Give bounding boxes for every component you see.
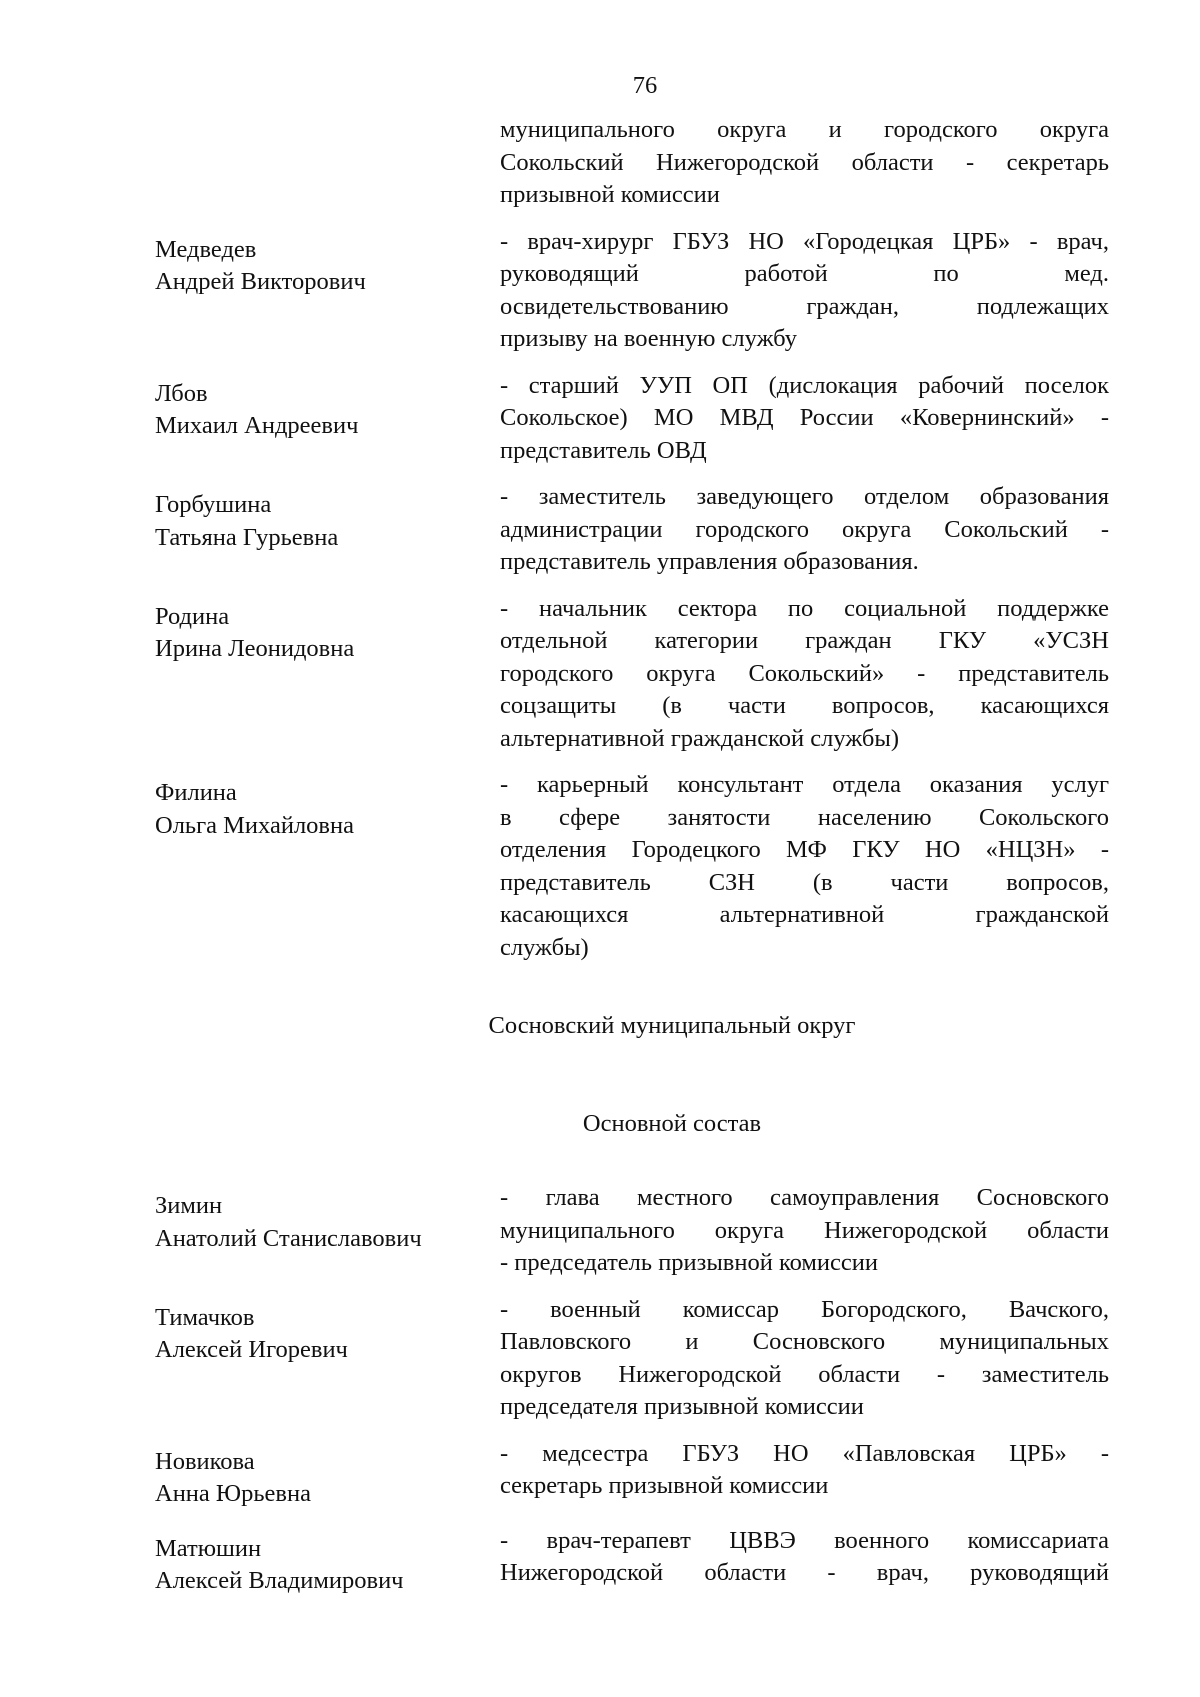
member-name xyxy=(155,1525,500,1598)
text-line: Сокольское) МО МВД России «Ковернинский» - xyxy=(500,404,1109,431)
text-line: - карьерный консультант отдела оказания услуг xyxy=(500,771,1109,798)
member-surname: Матюшин xyxy=(155,1534,262,1562)
member-given-names: Ольга Михайловна xyxy=(155,811,354,839)
member-role xyxy=(500,370,1109,468)
member-entry xyxy=(155,593,1109,756)
member-entry xyxy=(155,1525,1109,1598)
text-line: представитель СЗН (в части вопросов, xyxy=(500,868,1109,896)
text-line: соцзащиты (в части вопросов, касающихся xyxy=(500,692,1109,719)
member-entry xyxy=(155,1182,1109,1280)
text-line: председателя призывной комиссии xyxy=(500,1393,864,1420)
member-name xyxy=(155,769,500,964)
text-line: службы) xyxy=(500,933,589,961)
member-given-names: Ирина Леонидовна xyxy=(155,635,355,662)
member-surname: Родина xyxy=(155,602,230,630)
text-line: муниципального округа Нижегородской области xyxy=(500,1216,1109,1244)
text-line: призывной комиссии xyxy=(500,181,720,208)
text-line: освидетельствованию граждан, подлежащих xyxy=(500,292,1109,320)
member-given-names: Андрей Викторович xyxy=(155,268,366,295)
member-name xyxy=(155,226,500,356)
member-given-names: Анна Юрьевна xyxy=(155,1480,311,1507)
member-role xyxy=(500,593,1109,756)
member-given-names: Татьяна Гурьевна xyxy=(155,523,339,551)
text-line: - председатель призывной комиссии xyxy=(500,1249,879,1276)
member-name xyxy=(155,593,500,756)
text-line: Нижегородской области - врач, руководящий xyxy=(500,1559,1109,1586)
member-role xyxy=(500,1525,1109,1598)
member-entry xyxy=(155,769,1109,964)
member-surname: Тимачков xyxy=(155,1303,255,1331)
text-line: призыву на военную службу xyxy=(500,325,797,352)
text-line: - начальник сектора по социальной поддержке xyxy=(500,594,1109,622)
text-line: касающихся альтернативной гражданской xyxy=(500,901,1109,928)
member-role xyxy=(500,1182,1109,1280)
member-surname: Новикова xyxy=(155,1447,255,1475)
text-line: - заместитель заведующего отделом образования xyxy=(500,483,1109,510)
text-line: округов Нижегородской области - заместитель xyxy=(500,1360,1109,1388)
text-line: руководящий работой по мед. xyxy=(500,260,1109,287)
member-given-names: Алексей Игоревич xyxy=(155,1336,348,1363)
text-line: представитель ОВД xyxy=(500,436,707,464)
text-line: - врач-терапевт ЦВВЭ военного комиссариата xyxy=(500,1526,1109,1554)
text-line: городского округа Сокольский» - представитель xyxy=(500,659,1109,687)
member-name xyxy=(155,370,500,468)
text-line: Павловского и Сосновского муниципальных xyxy=(500,1328,1109,1355)
member-role xyxy=(500,226,1109,356)
member-name xyxy=(155,1438,500,1511)
member-entry xyxy=(155,481,1109,579)
member-surname: Зимин xyxy=(155,1192,223,1219)
text-line: в сфере занятости населению Сокольского xyxy=(500,803,1109,831)
member-role xyxy=(500,1294,1109,1424)
member-entry xyxy=(155,1438,1109,1511)
member-role xyxy=(500,1438,1109,1511)
document-body xyxy=(155,114,1109,1598)
member-surname: Горбушина xyxy=(155,491,272,518)
text-line: отдельной категории граждан ГКУ «УСЗН xyxy=(500,627,1109,654)
continuation-block xyxy=(155,114,1109,212)
member-name xyxy=(155,1294,500,1424)
member-name xyxy=(155,481,500,579)
member-entry xyxy=(155,1294,1109,1424)
text-line: - военный комиссар Богородского, Вачского, xyxy=(500,1295,1109,1323)
section-title: Сосновский муниципальный округ xyxy=(488,1012,856,1039)
text-line: альтернативной гражданской службы) xyxy=(500,724,900,752)
member-given-names: Михаил Андреевич xyxy=(155,412,359,439)
text-line: представитель управления образования. xyxy=(500,548,919,575)
text-line: администрации городского округа Сокольский - xyxy=(500,515,1109,543)
member-given-names: Анатолий Станиславович xyxy=(155,1224,422,1252)
text-line: муниципального округа и городского округа xyxy=(500,116,1109,143)
continuation-text xyxy=(500,114,1109,212)
member-entry xyxy=(155,370,1109,468)
text-line: - глава местного самоуправления Сосновского xyxy=(500,1184,1109,1211)
text-line: секретарь призывной комиссии xyxy=(500,1472,829,1499)
member-surname: Медведев xyxy=(155,235,257,263)
text-line: Сокольский Нижегородской области - секретарь xyxy=(500,148,1109,176)
member-given-names: Алексей Владимирович xyxy=(155,1567,404,1594)
text-line: отделения Городецкого МФ ГКУ НО «НЦЗН» - xyxy=(500,836,1109,863)
member-role xyxy=(500,769,1109,964)
member-surname: Лбов xyxy=(155,379,208,407)
page-number: 76 xyxy=(632,72,658,99)
subsection-title: Основной состав xyxy=(582,1109,762,1137)
text-line: - старший УУП ОП (дислокация рабочий поселок xyxy=(500,371,1109,399)
text-line: - врач-хирург ГБУЗ НО «Городецкая ЦРБ» - врач, xyxy=(500,227,1109,255)
member-role xyxy=(500,481,1109,579)
member-entry xyxy=(155,226,1109,356)
member-name xyxy=(155,1182,500,1280)
text-line: - медсестра ГБУЗ НО «Павловская ЦРБ» - xyxy=(500,1439,1109,1467)
member-surname: Филина xyxy=(155,779,237,806)
